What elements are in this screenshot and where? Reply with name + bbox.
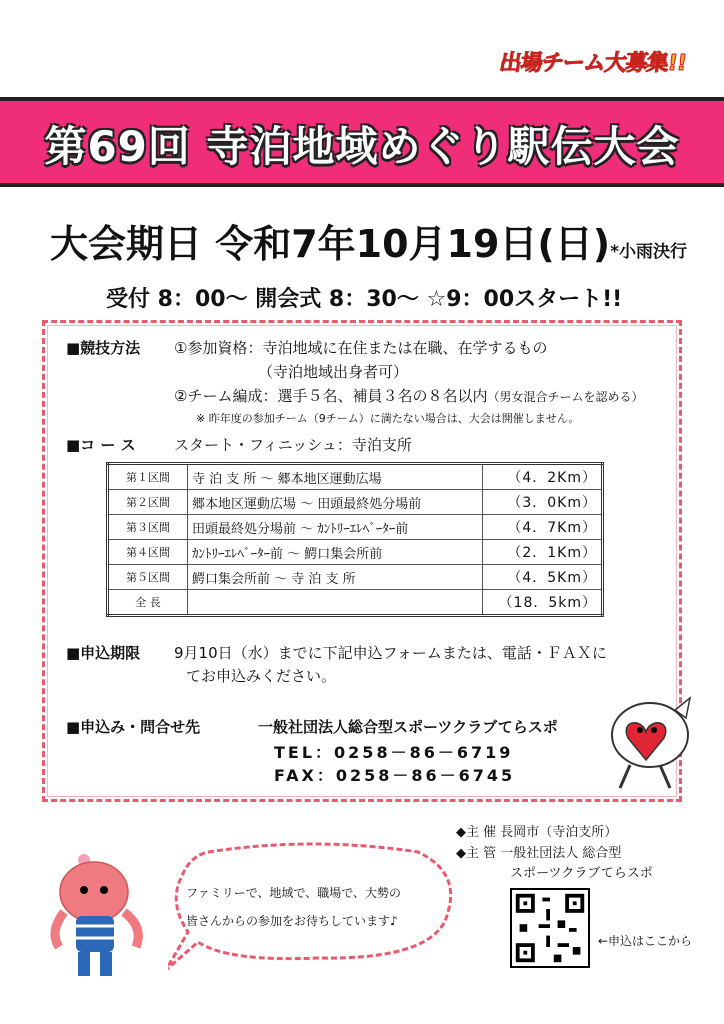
event-date: [50, 213, 687, 268]
deadline-line1: 9月10日（水）までに下記申込フォームまたは、電話・ＦＡＸに: [174, 644, 607, 662]
event-title: 第69回 寺泊地域めぐり駅伝大会: [44, 122, 680, 171]
competition-heading: ■競技方法: [66, 339, 141, 357]
mascot-heart-icon: [590, 690, 700, 800]
eligibility-sub: （寺泊地域出身者可）: [258, 363, 409, 381]
distance-cell: （4．2Km）: [483, 464, 603, 490]
total-distance: （18．5km）: [483, 590, 603, 616]
mixed-note: （男女混合チームを認める）: [487, 390, 644, 404]
section-cell: 第４区間: [108, 540, 188, 565]
distance-cell: （4．5Km）: [483, 565, 603, 590]
octopus-mascot-icon: [44, 852, 164, 982]
route-cell: 田頭最終処分場前 ～ ｶﾝﾄﾘｰｴﾚﾍﾞｰﾀｰ前: [188, 515, 483, 540]
rain-note: *小雨決行: [610, 242, 688, 262]
bubble-line2: 皆さんからの参加をお待ちしています♪: [186, 914, 398, 928]
table-row: [108, 540, 603, 565]
team-composition: [174, 385, 643, 406]
total-label: 全 長: [108, 590, 188, 616]
host-org: ◆主 催 長岡市（寺泊支所）: [456, 825, 618, 840]
event-times: 受付 8：00～ 開会式 8：30～ ☆9：00スタート!!: [106, 287, 623, 312]
start-finish: スタート・フィニッシュ：寺泊支所: [174, 436, 412, 454]
course-table: [106, 462, 604, 617]
section-cell: 第５区間: [108, 565, 188, 590]
contact-heading: ■申込み・問合せ先: [66, 718, 201, 736]
contact-tel[interactable]: TEL：0258－86－6719: [274, 743, 514, 762]
deadline-heading: ■申込期限: [66, 644, 141, 662]
title-banner: [0, 97, 724, 187]
table-row-total: [108, 590, 603, 616]
cancellation-note: ※ 昨年度の参加チーム（9チーム）に満たない場合は、大会は開催しません。: [196, 412, 580, 425]
team-composition-text: ②チーム編成：選手５名、補員３名の８名以内: [174, 387, 488, 405]
table-row: [108, 464, 603, 490]
eligibility-line: ①参加資格：寺泊地域に在住または在職、在学するもの: [174, 339, 548, 357]
table-row: [108, 515, 603, 540]
contact-fax: FAX：0258－86－6745: [274, 766, 516, 785]
apply-here-label: ←申込はここから: [598, 934, 693, 948]
route-cell: 郷本地区運動広場 ～ 田頭最終処分場前: [188, 490, 483, 515]
qr-code-icon[interactable]: [510, 888, 590, 968]
manager-org-2: スポーツクラブてらスポ: [510, 866, 653, 881]
route-cell: 寺 泊 支 所 ～ 郷本地区運動広場: [188, 464, 483, 490]
section-cell: 第３区間: [108, 515, 188, 540]
distance-cell: （3．0Km）: [483, 490, 603, 515]
manager-org: ◆主 管 一般社団法人 総合型: [456, 846, 622, 861]
route-cell: 鰐口集会所前 ～ 寺 泊 支 所: [188, 565, 483, 590]
speech-bubble: [168, 842, 458, 972]
section-cell: 第２区間: [108, 490, 188, 515]
deadline-line2: てお申込みください。: [186, 667, 337, 685]
section-cell: 第１区間: [108, 464, 188, 490]
bubble-line1: ファミリーで、地域で、職場で、大勢の: [186, 886, 402, 900]
course-heading: ■コ ー ス: [66, 436, 136, 454]
contact-org: 一般社団法人総合型スポーツクラブてらスポ: [258, 718, 558, 736]
event-date-main: 大会期日 令和7年10月19日(日): [50, 222, 611, 266]
total-spacer: [188, 590, 483, 616]
table-row: [108, 565, 603, 590]
recruit-tag: 出場チーム大募集!!: [497, 51, 688, 76]
table-row: [108, 490, 603, 515]
route-cell: ｶﾝﾄﾘｰｴﾚﾍﾞｰﾀｰ前 ～ 鰐口集会所前: [188, 540, 483, 565]
distance-cell: （2．1Km）: [483, 540, 603, 565]
distance-cell: （4．7Km）: [483, 515, 603, 540]
